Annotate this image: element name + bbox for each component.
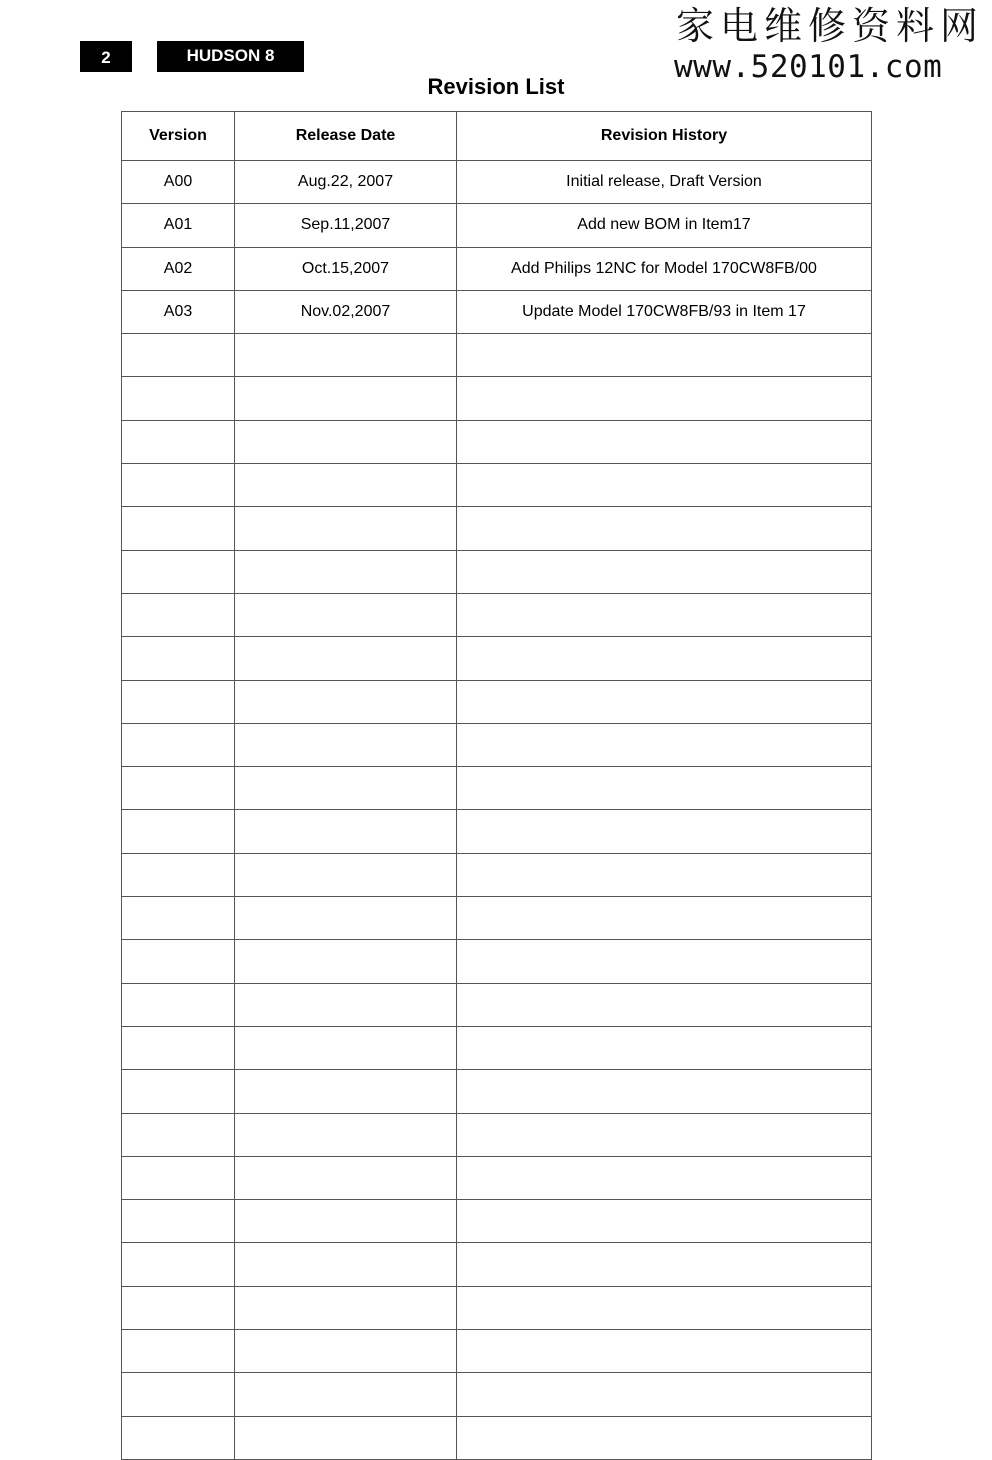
release-date-cell: Oct.15,2007	[235, 247, 457, 290]
release-date-cell	[235, 1200, 457, 1243]
revision-history-cell	[457, 767, 872, 810]
version-cell	[122, 1243, 235, 1286]
version-cell	[122, 1070, 235, 1113]
revision-history-cell	[457, 593, 872, 636]
release-date-cell	[235, 680, 457, 723]
release-date-cell	[235, 1070, 457, 1113]
release-date-cell: Nov.02,2007	[235, 290, 457, 333]
revision-history-cell	[457, 940, 872, 983]
version-cell	[122, 810, 235, 853]
version-cell	[122, 897, 235, 940]
revision-history-cell	[457, 1200, 872, 1243]
revision-history-cell	[457, 1416, 872, 1459]
release-date-cell	[235, 1156, 457, 1199]
model-name-badge: HUDSON 8	[157, 41, 304, 72]
table-row	[122, 1286, 872, 1329]
table-row	[122, 377, 872, 420]
release-date-cell	[235, 1373, 457, 1416]
version-cell: A00	[122, 161, 235, 204]
release-date-cell	[235, 1113, 457, 1156]
version-cell	[122, 1026, 235, 1069]
version-cell	[122, 767, 235, 810]
version-cell: A01	[122, 204, 235, 247]
version-cell	[122, 1156, 235, 1199]
revision-history-cell: Add Philips 12NC for Model 170CW8FB/00	[457, 247, 872, 290]
revision-history-cell	[457, 723, 872, 766]
revision-history-cell	[457, 853, 872, 896]
release-date-cell	[235, 767, 457, 810]
revision-history-cell	[457, 897, 872, 940]
table-row	[122, 1070, 872, 1113]
table-row	[122, 1156, 872, 1199]
table-row	[122, 983, 872, 1026]
revision-history-cell	[457, 507, 872, 550]
table-row	[122, 637, 872, 680]
revision-history-cell	[457, 1373, 872, 1416]
revision-history-cell	[457, 680, 872, 723]
revision-history-cell	[457, 1113, 872, 1156]
table-row	[122, 1200, 872, 1243]
table-row	[122, 680, 872, 723]
release-date-cell	[235, 723, 457, 766]
version-cell	[122, 334, 235, 377]
version-cell	[122, 1113, 235, 1156]
version-cell	[122, 1286, 235, 1329]
release-date-cell: Sep.11,2007	[235, 204, 457, 247]
revision-history-cell: Initial release, Draft Version	[457, 161, 872, 204]
release-date-cell	[235, 507, 457, 550]
release-date-cell	[235, 637, 457, 680]
revision-history-cell	[457, 637, 872, 680]
table-row	[122, 507, 872, 550]
version-cell	[122, 680, 235, 723]
table-row	[122, 161, 872, 204]
version-cell	[122, 983, 235, 1026]
release-date-cell	[235, 983, 457, 1026]
release-date-cell	[235, 1416, 457, 1459]
table-row	[122, 897, 872, 940]
version-cell: A02	[122, 247, 235, 290]
release-date-cell	[235, 334, 457, 377]
table-row	[122, 810, 872, 853]
table-row	[122, 1243, 872, 1286]
revision-history-cell	[457, 464, 872, 507]
version-cell	[122, 940, 235, 983]
release-date-cell	[235, 377, 457, 420]
release-date-cell	[235, 1026, 457, 1069]
revision-history-cell	[457, 1070, 872, 1113]
table-row	[122, 464, 872, 507]
version-cell	[122, 1416, 235, 1459]
table-row	[122, 550, 872, 593]
version-cell	[122, 550, 235, 593]
release-date-cell	[235, 1330, 457, 1373]
version-cell	[122, 1373, 235, 1416]
table-body	[122, 161, 872, 1460]
version-cell	[122, 464, 235, 507]
version-cell	[122, 1330, 235, 1373]
version-cell	[122, 593, 235, 636]
revision-history-cell	[457, 1156, 872, 1199]
revision-table	[121, 111, 872, 1460]
version-cell	[122, 420, 235, 463]
table-row	[122, 204, 872, 247]
column-header-release-date: Release Date	[235, 112, 457, 161]
table-row	[122, 593, 872, 636]
revision-history-cell	[457, 377, 872, 420]
table-row	[122, 940, 872, 983]
version-cell: A03	[122, 290, 235, 333]
release-date-cell	[235, 1286, 457, 1329]
revision-history-cell	[457, 1286, 872, 1329]
release-date-cell	[235, 853, 457, 896]
revision-history-cell	[457, 810, 872, 853]
column-header-revision-history: Revision History	[457, 112, 872, 161]
table-header-row	[122, 112, 872, 161]
table-row	[122, 247, 872, 290]
version-cell	[122, 1200, 235, 1243]
table-row	[122, 420, 872, 463]
watermark-url: www.520101.com	[674, 49, 943, 85]
revision-history-cell	[457, 983, 872, 1026]
revision-history-cell	[457, 1026, 872, 1069]
table-row	[122, 1026, 872, 1069]
table-row	[122, 853, 872, 896]
table-row	[122, 334, 872, 377]
release-date-cell: Aug.22, 2007	[235, 161, 457, 204]
table-row	[122, 1113, 872, 1156]
table-row	[122, 290, 872, 333]
revision-history-cell	[457, 550, 872, 593]
version-cell	[122, 637, 235, 680]
page-title: Revision List	[427, 74, 565, 99]
version-cell	[122, 377, 235, 420]
release-date-cell	[235, 550, 457, 593]
release-date-cell	[235, 464, 457, 507]
revision-history-cell: Update Model 170CW8FB/93 in Item 17	[457, 290, 872, 333]
release-date-cell	[235, 420, 457, 463]
table-row	[122, 723, 872, 766]
revision-history-cell: Add new BOM in Item17	[457, 204, 872, 247]
release-date-cell	[235, 1243, 457, 1286]
revision-history-cell	[457, 334, 872, 377]
release-date-cell	[235, 897, 457, 940]
table-row	[122, 1373, 872, 1416]
version-cell	[122, 507, 235, 550]
revision-history-cell	[457, 1243, 872, 1286]
revision-history-cell	[457, 1330, 872, 1373]
release-date-cell	[235, 940, 457, 983]
revision-history-cell	[457, 420, 872, 463]
table-row	[122, 767, 872, 810]
column-header-version: Version	[122, 112, 235, 161]
page-number-badge: 2	[80, 41, 132, 72]
version-cell	[122, 853, 235, 896]
release-date-cell	[235, 593, 457, 636]
version-cell	[122, 723, 235, 766]
table-row	[122, 1330, 872, 1373]
watermark-chinese-text: 家电维修资料网	[676, 4, 985, 48]
table-row	[122, 1416, 872, 1459]
release-date-cell	[235, 810, 457, 853]
